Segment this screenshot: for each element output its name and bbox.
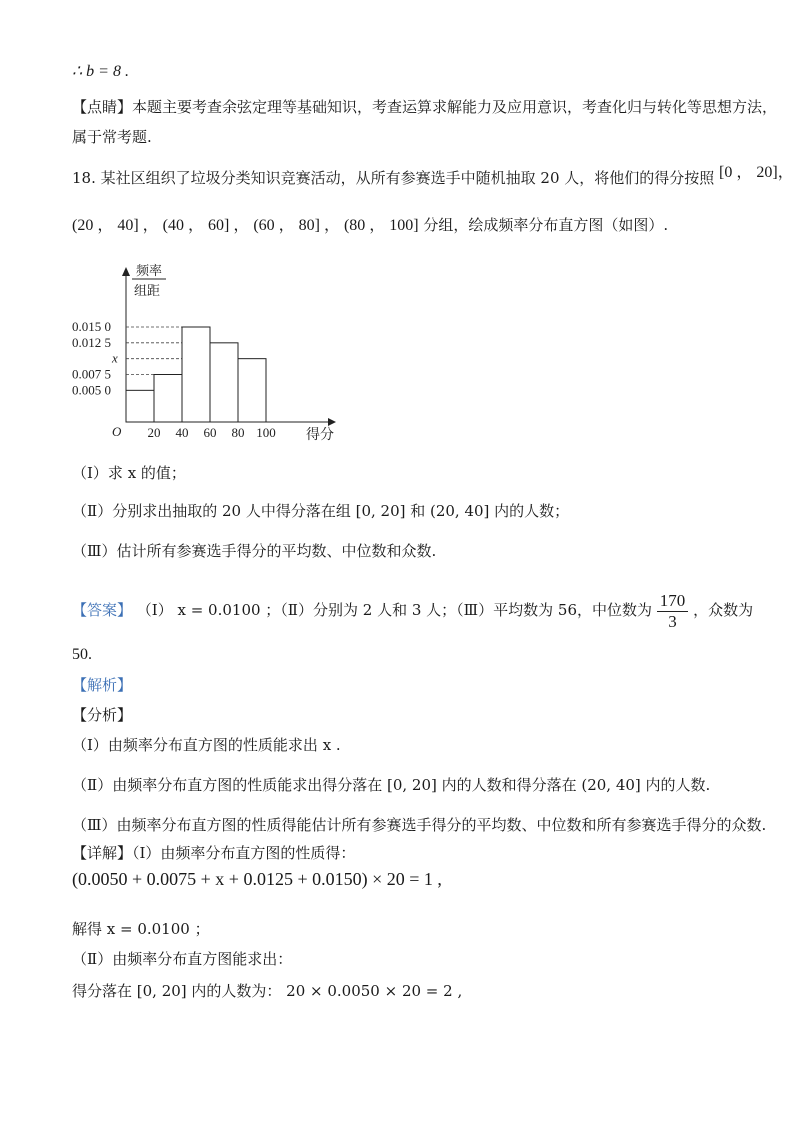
x-tick-label: 40 <box>175 425 189 440</box>
answer-tag: 【答案】 <box>72 601 133 619</box>
question-1: （Ⅰ）求 x 的值； <box>72 464 186 482</box>
detail-heading: 【详解】（Ⅰ）由频率分布直方图的性质得： <box>72 844 356 862</box>
fenxi-heading: 【分析】 <box>72 706 133 724</box>
median-fraction: $\frac{170}{3}$ <box>657 591 689 632</box>
x-tick-label: 20 <box>147 425 161 440</box>
origin-label: O <box>112 424 122 439</box>
fenxi-1: （Ⅰ）由频率分布直方图的性质能求出 x . <box>72 736 341 754</box>
x-tick-label: 100 <box>256 425 276 440</box>
y-tick-label: 0.005 0 <box>72 382 111 398</box>
x-tick-label: 60 <box>203 425 217 440</box>
problem-18-intro: 18. 某社区组织了垃圾分类知识竞赛活动，从所有参赛选手中随机抽取 20 人，将他们的得分按照 [0 ， 20]， <box>72 164 794 187</box>
y-tick-label: x <box>112 350 118 366</box>
histogram-bar <box>154 375 182 423</box>
problem-18-intervals: (20 ， 40] ， (40 ， 60] ， (60 ， 80] ， (80 ， 100] 分组，绘成频率分布直方图（如图）. <box>72 216 669 234</box>
histogram-bar <box>126 390 154 422</box>
answer-line: 【答案】 （Ⅰ） x = 0.0100 ；（Ⅱ）分别为 2 人和 3 人；（Ⅲ）平均数为 56，中位数为 $\frac{170}{3}$ ，众数为 <box>72 590 754 631</box>
histogram-bar <box>210 343 238 422</box>
fenxi-2: （Ⅱ）由频率分布直方图的性质能求出得分落在 [0, 20] 内的人数和得分落在 (20, 40] 内的人数. <box>72 776 711 794</box>
detail-equation: (0.0050 + 0.0075 + x + 0.0125 + 0.0150) × 20 = 1 , <box>72 869 442 889</box>
y-axis-label-bottom: 组距 <box>134 283 161 298</box>
dianjing-note: 【点睛】本题主要考查余弦定理等基础知识，考查运算求解能力及应用意识，考查化归与转化等思想方法， <box>72 98 778 116</box>
question-2: （Ⅱ）分别求出抽取的 20 人中得分落在组 [0, 20] 和 (20, 40] 内的人数； <box>72 502 570 520</box>
histogram-bar <box>238 359 266 422</box>
histogram-bar <box>182 327 210 422</box>
interval-list: (20 ， 40] ， (40 ， 60] ， (60 ， 80] ， (80 ， 100] <box>72 217 419 234</box>
x-axis-label: 得分 <box>306 428 334 443</box>
y-tick-label: 0.015 0 <box>72 319 111 334</box>
y-axis-arrow <box>122 267 130 276</box>
answer-line-cont: 50. <box>72 646 92 663</box>
x-tick-label: 80 <box>231 425 245 440</box>
frequency-histogram <box>70 262 370 447</box>
detail-part-2: （Ⅱ）由频率分布直方图能求出： <box>72 950 293 968</box>
x-axis-arrow <box>328 418 336 426</box>
y-tick-label: 0.007 5 <box>72 366 111 382</box>
detail-solve: 解得 x = 0.0100 ； <box>72 920 210 938</box>
dianjing-note-cont: 属于常考题. <box>72 128 152 146</box>
y-axis-label-top: 频率 <box>136 263 163 278</box>
jiexi-heading: 【解析】 <box>72 676 133 694</box>
detail-count: 得分落在 [0, 20] 内的人数为： 20 × 0.0050 × 20 = 2 , <box>72 982 463 1000</box>
interval-first: [0 ， 20]， <box>719 164 794 181</box>
fenxi-3: （Ⅲ）由频率分布直方图的性质得能估计所有参赛选手得分的平均数、中位数和所有参赛选手得分的众数. <box>72 816 767 834</box>
line-conclusion: ∴ b = 8 . <box>72 63 129 80</box>
y-tick-label: 0.012 5 <box>72 334 111 350</box>
question-3: （Ⅲ）估计所有参赛选手得分的平均数、中位数和众数. <box>72 542 437 560</box>
